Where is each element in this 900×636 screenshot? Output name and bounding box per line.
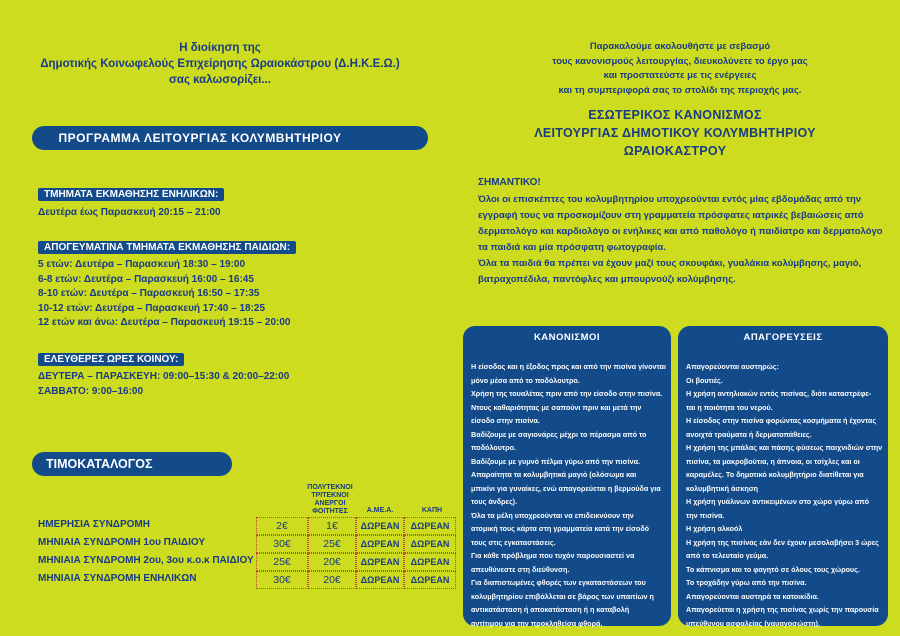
rules-line: τους άνδρες). — [471, 497, 518, 506]
kapi-cell: ΔΩΡΕΑΝ — [404, 553, 456, 571]
children-line: 8-10 ετών: Δευτέρα – Παρασκευή 16:50 – 17:35 — [38, 288, 260, 299]
pricelist-title: ΤΙΜΟΚΑΤΑΛΟΓΟΣ — [32, 452, 232, 476]
price-cell: 25€ — [256, 553, 308, 571]
important-body — [478, 192, 888, 288]
row-label: ΜΗΝΙΑΙΑ ΣΥΝΔΡΟΜΗ 2ου, 3ου κ.ο.κ ΠΑΙΔΙΟΥ — [38, 555, 254, 566]
important-heading: ΣΗΜΑΝΤΙΚΟ! — [478, 177, 541, 188]
adults-heading: ΤΜΗΜΑΤΑ ΕΚΜΑΘΗΣΗΣ ΕΝΗΛΙΚΩΝ: — [38, 188, 224, 201]
reduced-cell: 20€ — [308, 571, 356, 589]
rules-line: κολυμβητηρίου επιβάλλεται σε βάρος των υπαιτίων η — [471, 591, 654, 601]
bans-line: Οι βουτιές. — [686, 375, 723, 385]
amea-cell: ΔΩΡΕΑΝ — [356, 535, 404, 553]
kapi-cell: ΔΩΡΕΑΝ — [404, 571, 456, 589]
children-line: 6-8 ετών: Δευτέρα – Παρασκευή 16:00 – 16:45 — [38, 273, 254, 285]
adults-section — [38, 184, 224, 221]
bans-line: Το τροχάδην γύρω από την πισίνα. — [686, 578, 807, 587]
schedule-title: ΠΡΟΓΡΑΜΜΑ ΛΕΙΤΟΥΡΓΙΑΣ ΚΟΛΥΜΒΗΤΗΡΙΟΥ — [32, 126, 428, 150]
bans-line: Η είσοδος στην πισίνα φορώντας κοσμήματα ή έχοντας — [686, 416, 877, 425]
important-line: Όλα τα παιδιά θα πρέπει να έχουν μαζί τους σκουφάκι, γυαλάκια κολύμβησης, μαγιό, — [478, 258, 862, 269]
reduced-cell: 20€ — [308, 553, 356, 571]
public-line: ΣΑΒΒΑΤΟ: 9:00–16:00 — [38, 385, 144, 397]
welcome-line: σας καλωσορίζει... — [169, 74, 271, 86]
bans-line: Απαγορεύεται η χρήση της πισίνας χωρίς την παρουσία — [686, 605, 879, 614]
important-line: εγγραφή τους να προσκομίζουν στη γραμματεία πρόσφατες ιατρικές βεβαιώσεις από — [478, 210, 864, 221]
rules-title: ΚΑΝΟΝΙΣΜΟΙ — [533, 332, 601, 343]
rules-line: Απαραίτητα τα κολυμβητικά μαγιό (ολόσωμα και — [471, 470, 637, 479]
col-header-amea: Α.ΜΕ.Α. — [366, 507, 394, 514]
rules-line: Βαδίζουμε με σαγιονάρες μέχρι το πέρασμα από το — [471, 429, 647, 439]
intro-line: τους κανονισμούς λειτουργίας, διευκολύνετε το έργο μας — [552, 55, 808, 67]
rules-line: Για διαπιστωμένες φθορές των εγκαταστάσεων του — [471, 578, 646, 587]
children-line: 10-12 ετών: Δευτέρα – Παρασκευή 17:40 – 18:25 — [38, 302, 266, 314]
bans-line: καραμέλες. Το δημοτικό κολυμβητήριο διατίθεται για — [686, 470, 864, 479]
rules-line: τους στις εγκαταστάσεις. — [471, 537, 556, 547]
bans-line: Απαγορεύονται αυστηρά τα κατοικίδια. — [686, 591, 819, 601]
bans-line: ανοιχτά τραύματα ή δερματοπάθειες. — [686, 429, 812, 439]
intro-line: και προστατεύστε με τις ενέργειες — [603, 70, 757, 81]
children-section — [38, 237, 296, 331]
regulation-title-line: ΛΕΙΤΟΥΡΓΙΑΣ ΔΗΜΟΤΙΚΟΥ ΚΟΛΥΜΒΗΤΗΡΙΟΥ — [534, 126, 816, 140]
bans-line: Η χρήση της πισίνας εάν δεν έχουν μεσολαβήσει 3 ώρες — [686, 537, 879, 547]
bans-box — [678, 326, 888, 626]
bans-line: πισίνα, τα μακροβούτια, η άπνοια, οι τσίχλες και οι — [686, 456, 860, 466]
rules-line: Βαδίζουμε με γυμνό πέλμα γύρω από την πισίνα. — [471, 456, 640, 466]
intro-text — [470, 40, 890, 98]
rules-line: αντίτιμου για την προκληθείσα φθορά. — [471, 618, 603, 628]
adults-line: Δευτέρα έως Παρασκευή 20:15 – 21:00 — [38, 207, 221, 218]
bans-line: κολυμβητική άσκηση — [686, 483, 759, 493]
important-line: βατραχοπέδιλα, παντόφλες και μπουρνούζι κολύμβησης. — [478, 274, 736, 285]
children-heading: ΑΠΟΓΕΥΜΑΤΙΝΑ ΤΜΗΜΑΤΑ ΕΚΜΑΘΗΣΗΣ ΠΑΙΔΙΩΝ: — [38, 241, 296, 254]
rules-line: μπικίνι για γυναίκες, ενώ απαγορεύεται η βερμούδα για — [471, 483, 661, 493]
bans-line: την πισίνα. — [686, 510, 725, 520]
row-label: ΗΜΕΡΗΣΙΑ ΣΥΝΔΡΟΜΗ — [38, 519, 150, 530]
public-line: ΔΕΥΤΕΡΑ – ΠΑΡΑΣΚΕΥΗ: 09:00–15:30 & 20:00–22:00 — [38, 371, 290, 382]
children-line: 5 ετών: Δευτέρα – Παρασκευή 18:30 – 19:00 — [38, 259, 246, 270]
reduced-cell: 1€ — [308, 517, 356, 535]
price-cell: 30€ — [256, 535, 308, 553]
kapi-cell: ΔΩΡΕΑΝ — [404, 517, 456, 535]
amea-cell: ΔΩΡΕΑΝ — [356, 553, 404, 571]
amea-cell: ΔΩΡΕΑΝ — [356, 571, 404, 589]
public-section — [38, 349, 289, 399]
col-header-reduced: ΠΟΛΥΤΕΚΝΟΙ ΤΡΙΤΕΚΝΟΙ ΑΝΕΡΓΟΙ ΦΟΙΤΗΤΕΣ — [307, 484, 353, 515]
rules-line: ατομική τους κάρτα στη γραμματεία κατά την είσοδό — [471, 524, 650, 533]
public-heading: ΕΛΕΥΘΕΡΕΣ ΩΡΕΣ ΚΟΙΝΟΥ: — [38, 353, 184, 366]
rules-line: αντικατάσταση ή αποκατάσταση ή η καταβολή — [471, 605, 630, 614]
intro-line: Παρακαλούμε ακολουθήστε με σεβασμό — [589, 41, 771, 52]
important-line: δερματολόγο και καρδιολόγο οι ενήλικες και από παθολόγο ή παιδίατρο και δερματολόγο — [478, 226, 883, 237]
rules-line: Η είσοδος και η έξοδος προς και από την πισίνα γίνονται — [471, 362, 666, 371]
rules-line: απευθύνεστε στη διεύθυνση. — [471, 564, 570, 574]
amea-cell: ΔΩΡΕΑΝ — [356, 517, 404, 535]
children-line: 12 ετών και άνω: Δευτέρα – Παρασκευή 19:15 – 20:00 — [38, 317, 291, 328]
regulation-title-line: ΕΣΩΤΕΡΙΚΟΣ ΚΑΝΟΝΙΣΜΟΣ — [588, 108, 762, 122]
important-line: τα παιδιά και μία πρόσφατη φωτογραφία. — [478, 242, 666, 253]
rules-line: Όλα τα μέλη υποχρεούνται να επιδεικνύουν την — [471, 510, 634, 520]
rules-line: είσοδο στην πισίνα. — [471, 416, 540, 425]
rules-line: ποδόλουτρο. — [471, 443, 516, 452]
rules-line: Χρήση της τουαλέτας πριν από την είσοδο στην πισίνα. — [471, 389, 663, 398]
bans-line: Η χρήση αντηλιακών εντός πισίνας, διότι καταστρέφε- — [686, 389, 872, 398]
important-line: Όλοι οι επισκέπτες του κολυμβητηρίου υποχρεούνται εντός μίας εβδομάδας από την — [478, 194, 862, 205]
bans-line: από το τελευταίο γεύμα. — [686, 551, 769, 560]
rules-line: Για κάθε πρόβλημα που τυχόν παρουσιαστεί να — [471, 551, 635, 560]
bans-title: ΑΠΑΓΟΡΕΥΣΕΙΣ — [743, 332, 823, 343]
rules-line: μόνο μέσα από το ποδόλουτρο. — [471, 375, 580, 385]
bans-line: Η χρήση αλκοόλ — [686, 524, 743, 533]
regulation-title — [470, 106, 880, 160]
row-label: ΜΗΝΙΑΙΑ ΣΥΝΔΡΟΜΗ ΕΝΗΛΙΚΩΝ — [38, 573, 197, 584]
bans-line: Απαγορεύονται αυστηρώς: — [686, 362, 779, 371]
col-header-kapi: ΚΑΠΗ — [421, 507, 443, 514]
price-table — [38, 484, 458, 594]
reduced-cell: 25€ — [308, 535, 356, 553]
rules-box — [463, 326, 671, 626]
welcome-line: Η διοίκηση της — [179, 42, 261, 54]
bans-line: Η χρήση της μπάλας και πάσης φύσεως παιχνιδιών στην — [686, 443, 883, 452]
rules-line: Ντους καθαριότητας με σαπούνι πριν και μετά την — [471, 402, 642, 412]
welcome-text — [0, 40, 440, 88]
kapi-cell: ΔΩΡΕΑΝ — [404, 535, 456, 553]
row-label: ΜΗΝΙΑΙΑ ΣΥΝΔΡΟΜΗ 1ου ΠΑΙΔΙΟΥ — [38, 537, 206, 548]
price-cell: 30€ — [256, 571, 308, 589]
bans-line: Η χρήση γυάλινων αντικειμένων στο χώρο γύρω από — [686, 497, 870, 506]
bans-line: ται η ποιότητα του νερού. — [686, 402, 773, 412]
welcome-line: Δημοτικής Κοινωφελούς Επιχείρησης Ωραιοκάστρου (Δ.Η.Κ.Ε.Ω.) — [40, 58, 400, 70]
price-cell: 2€ — [256, 517, 308, 535]
bans-line: Το κάπνισμα και το φαγητό σε όλους τους χώρους. — [686, 564, 860, 574]
regulation-title-line: ΩΡΑΙΟΚΑΣΤΡΟΥ — [623, 144, 727, 158]
bans-line: υπεύθυνου ασφαλείας (ναυαγοσώστη). — [686, 618, 821, 628]
intro-line: και τη συμπεριφορά σας το στολίδι της περιοχής μας. — [558, 84, 802, 96]
